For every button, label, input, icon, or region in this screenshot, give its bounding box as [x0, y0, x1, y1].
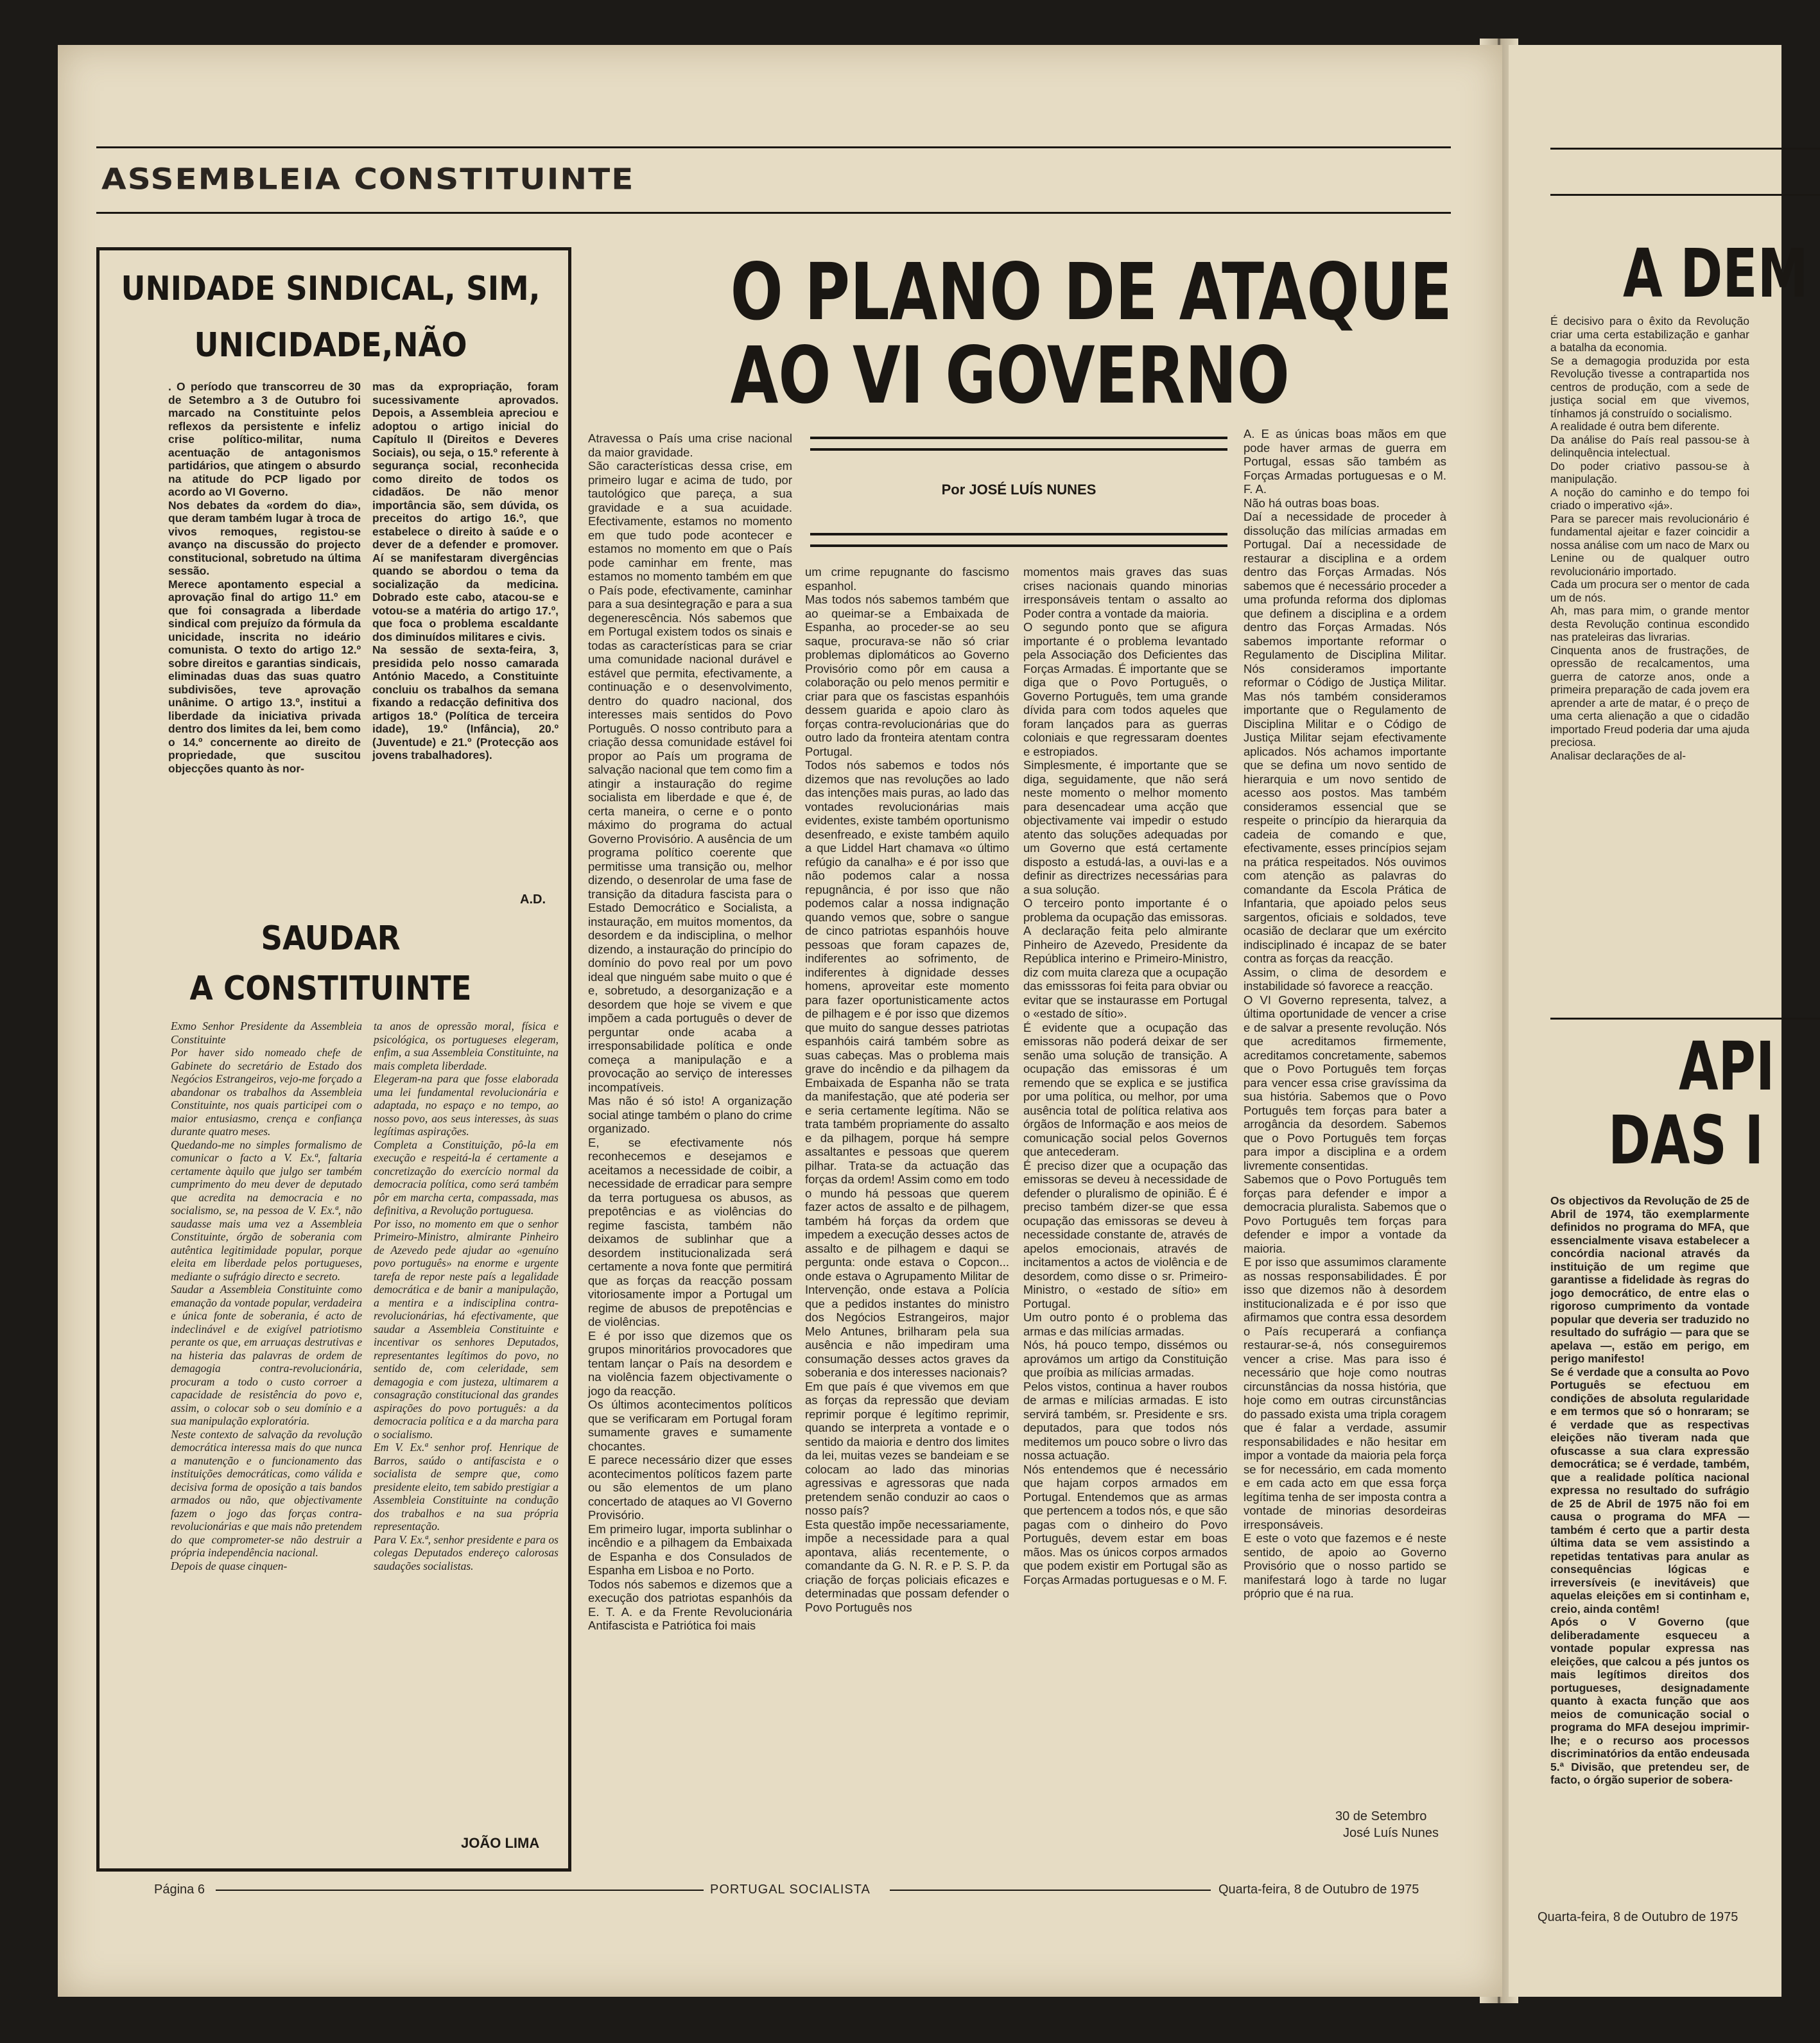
facing-footer-date: Quarta-feira, 8 de Outubro de 1975: [1538, 1910, 1738, 1924]
facing-headline2-line1: API: [1679, 1027, 1775, 1106]
main-column4: A. E as únicas boas mãos em que pode haver armas de guerra em Portugal, essas são também as Forças Armadas portuguesas e o M. F. A. Não há outras boas boas. Daí a necessidade de proceder à dissolução das milícias armadas em Portugal. Daí a necessidade de restaurar a disciplina e a ordem dentro das Forças Armadas. Nós sabemos que é necessário proceder a uma profunda reforma dos diplomas que definem a disciplina e a ordem dentro das Forças Armadas. Nós sabemos importante reformar o Regulamento de Disciplina Militar. Nós consideramos importante reformar o Código de Justiça Militar. Mas nós também consideramos importante que o Regulamento de Disciplina Militar e o Código de Justiça Militar sejam efectivamente aplicados. Nós achamos importante que se defina um novo sentido de hierarquia e um novo sentido de acesso aos postos. Mas também consideramos essencial que se respeite o princípio da hierarquia da cadeia de comando e que, efectivamente, esses princípios sejam na prática respeitados. Nós ouvimos com atenção as palavras do comandante da Escola Prática de Infantaria, que apoiado pelos seus sargentos, oficiais e soldados, teve ocasião de declarar que um exército indisciplinado é incapaz de se bater contra as forças da reacção. Assim, o clima de desordem e instabilidade só favorece a reacção. O VI Governo representa, talvez, a última oportunidade de vencer a crise e de salvar a presente revolução. Nós que acreditamos firmemente, acreditamos concretamente, sabemos que o Povo Português tem forças para vencer essa crise gravíssima da sua história. Sabemos que o Povo Português tem forças para bater a arrogância da desordem. Sabemos que o Povo Português tem forças para impor a disciplina e a ordem livremente consentidas. Sabemos que o Povo Português tem forças para defender e impor a democracia pluralista. Sabemos que o Povo Português tem forças para defender e impor a vontade da maioria. E por isso que assumimos claramente as nossas responsabilidades. É por isso que dizemos não à desordem institucionalizada e é por isso que afirmamos que contra essa desordem o País recuperará a confiança restaurar-se-á, nós conseguiremos vencer a crise. Mas para isso é necessário que hoje como noutras circunstâncias da nossa história, que hoje como em outras circunstâncias do passado exista uma tripla coragem que é falar a verdade, assumir responsabilidades e não hesitar em impor a vontade da maioria pela força se for necessário, em cada momento e em cada acto em que essa força legítima tenha de ser imposta contra a vontade de minorias desordeiras irresponsáveis. E este o voto que fazemos e é neste sentido, de apoio ao Governo Provisório que o nosso partido se manifestará logo à tarde no lugar próprio que é na rua.: [1244, 427, 1446, 1600]
facing-rule-top: [1550, 148, 1820, 150]
article1-column1: . O período que transcorreu de 30 de Setembro a 3 de Outubro foi marcado na Constituinte pelos reflexos da persistente e infeliz crise político-militar, numa acentuação de antagonismos partidários, que atingem o absurdo na atitude do PCP ligado por acordo ao VI Governo. Nos debates da «ordem do dia», que deram também lugar à troca de vivos remoques, registou-se avanço na discussão do projecto constitucional, sobretudo na última sessão. Merece apontamento especial a aprovação final do artigo 11.º em que foi consagrada a liberdade sindical com prejuízo da fórmula da unicidade, inscrita no ideário comunista. O texto do artigo 12.º sobre direitos e garantias sindicais, eliminadas duas das suas quatro subdivisões, teve aprovação unânime. O artigo 13.º, institui a liberdade da iniciativa privada dentro dos limites da lei, bem como o 14.º concernente ao direito de propriedade, que suscitou objecções quanto às nor-: [168, 380, 361, 775]
footer-rule-left: [216, 1890, 704, 1891]
byline-rule-2: [810, 448, 1227, 451]
byline-rule-4: [810, 544, 1227, 547]
header-rule-top: [96, 146, 1451, 148]
footer-page-number: Página 6: [154, 1882, 205, 1897]
header-rule-bottom: [96, 212, 1451, 214]
main-column3: momentos mais graves das suas crises nacionais quando minorias irresponsáveis tentam o assalto ao Poder contra a vontade da maioria. O segundo ponto que se afigura importante é o problema levantado pela Associação dos Deficientes das Forças Armadas. É importante que se diga que o Povo Português, o Governo Português, tem uma grande dívida para com todos aqueles que foram lançados para as guerras coloniais e que regressaram doentes e estropiados. Simplesmente, é importante que se diga, seguidamente, que não será neste momento o melhor momento para desencadear uma acção que objectivamente vai impedir o estudo atento das soluções adequadas por um Governo que está certamente disposto a estudá-las, a ouvi-las e a definir as directrizes necessárias para a sua solução. O terceiro ponto importante é o problema da ocupação das emissoras. A declaração feita pelo almirante Pinheiro de Azevedo, Presidente da República interino e Primeiro-Ministro, diz com muita clareza que a ocupação das emisssoras foi feita para obviar ou evitar que se instaurasse em Portugal o «estado de sítio». É evidente que a ocupação das emissoras não poderá deixar de ser senão uma solução de transição. A ocupação das emissoras é um remendo que se explica e se justifica por uma política, ou melhor, por uma ausência total de política relativa aos órgãos de Informação e aos meios de comunicação social pelos Governos que antecederam. É preciso dizer que a ocupação das emissoras se deveu à necessidade de defender o pluralismo de opinião. É é preciso também dizer-se que essa ocupação das emissoras se deveu à necessidade constante de, através de apelos emocionais, através de incitamentos a actos de violência e de desordem, como disse o sr. Primeiro-Ministro, o «estado de sítio» em Portugal. Um outro ponto é o problema das armas e das milícias armadas. Nós, há pouco tempo, dissémos ou aprovámos um artigo da Constituição que proíbia as milícias armadas. Pelos vistos, continua a haver roubos de armas e milícias armadas. E isto servirá também, sr. Presidente e srs. deputados, para que todos nós meditemos um pouco sobre o livro das nossa actuação. Nós entendemos que é necessário que hajam corpos armados em Portugal. Entendemos que as armas que pertencem a todos nós, e que são pagas com o dinheiro do Povo Português, devem estar em boas mãos. Mas os únicos corpos armados que podem existir em Portugal são as Forças Armadas portuguesas e o M. F.: [1023, 565, 1227, 1587]
footer-date: Quarta-feira, 8 de Outubro de 1975: [1218, 1882, 1419, 1897]
article-date: 30 de Setembro: [1335, 1809, 1427, 1823]
article-author: José Luís Nunes: [1343, 1826, 1439, 1840]
article2-title-line2: A CONSTITUINTE: [189, 969, 472, 1008]
facing-headline2-line2: DAS I: [1608, 1101, 1764, 1179]
facing-column2: Os objectivos da Revolução de 25 de Abril de 1974, tão exemplarmente definidos no programa do MFA, que essencialmente visava estabelecer a concórdia nacional através da instituição de um regime que garantisse a fidelidade às regras do jogo democrático, de entre elas o rigoroso cumprimento da vontade popular que deveria ser traduzido no resultado do sufrágio — para que se apelava —, estão em perigo, em perigo manifesto! Se é verdade que a consulta ao Povo Português se efectuou em condições de absoluta regularidade e em termos que só o honraram; se é verdade que as respectivas eleições não tiveram nada que ofuscasse a sua clara expressão democrática; se é verdade, também, que a realidade política nacional expressa no resultado do sufrágio de 25 de Abril de 1975 não foi em causa o programa do MFA — também é certo que a partir desta última data se vem assistindo a repetidas tentativas para anular as consequências lógicas e irreversíveis (e inevitáveis) que aquelas eleições em si continham e, creio, ainda contêm! Após o V Governo (que deliberadamente esqueceu a vontade popular expressa nas eleições, que calcou a pés juntos os mais legítimos direitos dos portugueses, designadamente quanto à exacta função que aos meios de comunicação social o programa do MFA desejou imprimir-lhe; e o recurso aos processos discriminatórios da então endeusada 5.ª Divisão, que pretendeu ser, de facto, o órgão superior de sobera-: [1550, 1194, 1749, 1786]
section-heading: ASSEMBLEIA CONSTITUINTE: [101, 162, 635, 196]
byline-rule-3: [810, 533, 1227, 535]
main-headline-line2: AO VI GOVERNO: [730, 330, 1290, 421]
main-headline-line1: O PLANO DE ATAQUE: [730, 247, 1452, 338]
main-column1: Atravessa o País uma crise nacional da maior gravidade. São características dessa crise, em primeiro lugar e acima de tudo, por tautológico que pareça, a sua gravidade e a sua acuidade. Efectivamente, estamos no momento em que tudo pode acontecer e estamos no momento em que o País pode caminhar em frente, mas estamos no momento também em que o País pode, efectivamente, caminhar para a sua desintegração e para a sua degenerescência. Nós sabemos que em Portugal existem todos os sinais e todas as características para se criar uma comunidade nacional durável e estável que permita, efectivamente, a continuação e o desenvolvimento, dentro do quadro nacional, dos interesses mais sentidos do Povo Português. O nosso contributo para a criação dessa comunidade estável foi propor ao País um programa de salvação nacional que tem como fim a atingir a instauração do regime socialista em liberdade e que é, de certa maneira, o cerne e o ponto máximo do programa do actual Governo Provisório. A ausência de um programa político coerente que permitisse uma transição ou, melhor dizendo, o desenrolar de uma fase de transição da ditadura fascista para o Estado Democrático e Socialista, a instauração, em muitos momentos, da desordem e da indisciplina, o melhor dizendo, a instauração do princípio do domínio do povo real por um povo ideal que ninguém sabe muito o que é e, sobretudo, a desorganização e a desordem que hoje se vivem e que impõem a cada português o dever de perguntar onde acaba a irresponsabilidade política e onde começa a manipulação e a provocação ao serviço de interesses incompatíveis. Mas não é só isto! A organização social atinge também o plano do crime organizado. E, se efectivamente nós reconhecemos e desejamos e aceitamos a necessidade de coibir, a necessidade de erradicar para sempre da terra portuguesa os abusos, as prepotências e as violências do regime fascista, também não deixamos de sublinhar que a desordem institucionalizada será certamente a nova fonte que permitirá que as forças da reacção possam vitoriosamente impor a Portugal um regime de abusos de prepotências e de violências. E é por isso que dizemos que os grupos minoritários provocadores que tentam lançar o País na desordem e na violência fazem objectivamente o jogo da reacção. Os últimos acontecimentos políticos que se verificaram em Portugal foram sumamente graves e sumamente chocantes. E parece necessário dizer que esses acontecimentos políticos fazem parte ou são elementos de um plano concertado de ataques ao VI Governo Provisório. Em primeiro lugar, importa sublinhar o incêndio e a pilhagem da Embaixada de Espanha e dos Consulados de Espanha em Lisboa e no Porto. Todos nós sabemos e dizemos que a execução dos patriotas espanhóis da E. T. A. e da Frente Revolucionária Antifascista e Patriótica foi mais: [588, 431, 792, 1632]
byline: Por JOSÉ LUÍS NUNES: [941, 482, 1096, 498]
footer-rule-right: [890, 1890, 1211, 1891]
facing-headline: A DEM: [1623, 234, 1808, 313]
facing-column1: É decisivo para o êxito da Revolução criar uma certa estabilização e ganhar a batalha da economia. Se a demagogia produzida por esta Revolução tivesse a contrapartida nos centros de produção, com a sede de justiça social em que vivemos, tínhamos já construído o socialismo. A realidade é outra bem diferente. Da análise do País real passou-se à delinquência intelectual. Do poder criativo passou-se à manipulação. A noção do caminho e do tempo foi criado o imperativo «já». Para se parecer mais revolucionário é fundamental ajeitar e fazer coincidir a nossa análise com um naco de Marx ou Lenine ou de qualquer outro revolucionário importado. Cada um procura ser o mentor de cada um de nós. Ah, mas para mim, o grande mentor desta Revolução continua escondido nas prateleiras das livrarias. Cinquenta anos de frustrações, de opressão de recalcamentos, uma guerra de catorze anos, onde a primeira preparação de cada jovem era aprender a arte de matar, é o preço de uma certa alienação a que o cidadão importado Freud poderia dar uma ajuda preciosa. Analisar declarações de al-: [1550, 315, 1749, 762]
article2-column1: Exmo Senhor Presidente da Assembleia Constituinte Por haver sido nomeado chefe de Gabinete do secretário de Estado dos Negócios Estrangeiros, vejo-me forçado a abandonar os trabalhos da Assembleia Constituinte, nos quais participei com o maior entusiasmo, crença e confiança durante quatro meses. Quedando-me no simples formalismo de comunicar o facto a V. Ex.ª, faltaria certamente àquilo que julgo ser também cumprimento do meu dever de deputado que acredita na democracia e no socialismo, se, na pessoa de V. Ex.ª, não saudasse mais uma vez a Assembleia Constituinte, órgão de soberania com autêntica legitimidade popular, porque eleita em liberdade pelos portugueses, mediante o sufrágio directo e secreto. Saudar a Assembleia Constituinte como emanação da vontade popular, verdadeira e única fonte de soberania, é acto de indeclinável e de exigível patriotismo perante os que, em arruaças destrutivas e na histeria das palavras de ordem de demagogia contra-revolucionária, procuram a todo o custo corroer a capacidade de resistência do povo e, assim, o colocar sob o seu domínio e a sua manipulação exploratória. Neste contexto de salvação da revolução democrática interessa mais do que nunca a manutenção e o funcionamento das instituições democráticas, como válida e decisiva forma de oposição a tais bandos armados ou não, que objectivamente fazem o jogo das forças contra-revolucionárias e que mais não pretendem do que comprometer-se não destruir a própria independência nacional. Depois de quase cinquen-: [171, 1020, 362, 1572]
main-column2: um crime repugnante do fascismo espanhol. Mas todos nós sabemos também que ao queimar-se a Embaixada de Espanha, ao proceder-se ao seu saque, procurava-se não só criar problemas diplomáticos ao Governo Provisório como pôr em causa a colaboração ou pelo menos permitir e criar para que os fascistas espanhóis dessem guarida e apoio claro às forças contra-revolucionárias que do outro lado da fronteira atentam contra Portugal. Todos nós sabemos e todos nós dizemos que nas revoluções ao lado das intenções mais puras, ao lado das vontades revolucionárias mais evidentes, existe também oportunismo desenfreado, e existe também aquilo a que Liddel Hart chamava «o último refúgio da canalha» e é por isso que não podemos calar a nossa repugnância, é por isso que não podemos calar a nossa indignação quando vemos que, sobre o sangue de cinco patriotas espanhóis houve pessoas que foram capazes de, indiferentes ao sofrimento, de indiferentes à dignidade desses homens, aproveitar este momento para fazer oportunisticamente actos de pilhagem e é por isso que dizemos que muito do sangue desses patriotas espanhóis cairá também sobre as suas cabeças. Mas o problema mais grave do incêndio e da pilhagem da Embaixada de Espanha não se trata da manifestação, que até poderia ser e seria certamente legítima. Não se trata também propriamente do assalto e da pilhagem, porque há sempre assaltantes e pessoas que querem pilhar. Trata-se da actuação das forças da ordem! Assim como em todo o mundo há pessoas que querem fazer actos de assalto e de pilhagem, também há forças da ordem que impedem a execução desses actos de assalto e de pilhagem e daqui se pergunta: onde estava o Copcon... onde estava o Agrupamento Militar de Intervenção, onde estava a Polícia que a pedidos instantes do ministro dos Negócios Estrangeiros, major Melo Antunes, brilharam pela sua ausência e não impediram uma consumação desses actos graves da soberania e dos interesses nacionais? Em que país é que vivemos em que as forças da repressão que deviam reprimir porque é legítimo reprimir, quando se interpreta a vontade e o sentido da maioria e dentro dos limites da lei, muitas vezes se bandeiam e se colocam ao lado das minorias agressivas e agressoras que nada pretendem senão conduzir ao caos o nosso país? Esta questão impõe necessariamente, impõe a necessidade para a qual apontava, aliás recentemente, o comandante da G. N. R. e P. S. P. da criação de forças policiais eficazes e determinadas que possam defender o Povo Português nos: [805, 565, 1009, 1614]
article1-title-line2: UNICIDADE,NÃO: [194, 326, 467, 365]
article2-column2: ta anos de opressão moral, física e psicológica, os portugueses elegeram, enfim, a sua Assembleia Constituinte, na mais completa liberdade. Elegeram-na para que fosse elaborada uma lei fundamental revolucionária e adaptada, no espaço e no tempo, ao nosso povo, aos seus interesses, às suas legítimas aspirações. Completa a Constituição, pô-la em execução e respeitá-la é certamente a concretização do exercício normal da democracia política, como será também pôr em marcha certa, compassada, mas definitiva, a Revolução portuguesa. Por isso, no momento em que o senhor Primeiro-Ministro, almirante Pinheiro de Azevedo pede ajudar ao «genuíno povo português» na enorme e urgente tarefa de repor neste país a legalidade democrática e de banir a manipulação, a mentira e a indisciplina contra-revolucionárias, há efectivamente, que saudar a Assembleia Constituinte e incentivar os senhores Deputados, representantes legítimos do povo, no sentido de, com celeridade, sem demagogia e com justeza, ultimarem a consagração constitucional das grandes aspirações do povo português: a da democracia política e a da marcha para o socialismo. Em V. Ex.ª senhor prof. Henrique de Barros, saúdo o antifascista e o socialista de sempre que, como presidente eleito, tem sabido prestigiar a Assembleia Constituinte na condução dos trabalhos e na sua própria representação. Para V. Ex.ª, senhor presidente e para os colegas Deputados endereço calorosas saudações socialistas.: [374, 1020, 559, 1572]
facing-rule-2: [1550, 194, 1820, 196]
article1-column2: mas da expropriação, foram sucessivamente aprovados. Depois, a Assembleia apreciou e adoptou o artigo inicial do Capítulo II (Direitos e Deveres Sociais), ou seja, o 15.º referente à segurança social, reconhecida como direito de todos os cidadãos. De não menor importância são, sem dúvida, os preceitos do artigo 16.º, que estabelece o direito à saúde e o dever de a defender e promover. Aí se manifestaram divergências quando se abordou o tema da socialização da medicina. Dobrado este cabo, atacou-se e votou-se a matéria do artigo 17.º, que foca o problema escaldante dos diminuídos militares e civis. Na sessão de sexta-feira, 3, presidida pelo nosso camarada António Macedo, a Constituinte concluiu os trabalhos da semana fixando a redacção definitiva dos artigos 18.º (Política de terceira idade), 19.º (Infância), 20.º (Juventude) e 21.º (Protecção aos jovens trabalhadores).: [372, 380, 559, 761]
facing-rule-mid: [1550, 1018, 1820, 1020]
facing-page: [1509, 45, 1808, 1997]
article2-title-line1: SAUDAR: [261, 919, 401, 958]
byline-rule-1: [810, 437, 1227, 439]
article2-signature: JOÃO LIMA: [461, 1835, 540, 1851]
article1-title-line1: UNIDADE SINDICAL, SIM,: [121, 270, 541, 308]
article1-signature: A.D.: [520, 892, 546, 907]
footer-paper-name: PORTUGAL SOCIALISTA: [710, 1882, 871, 1897]
